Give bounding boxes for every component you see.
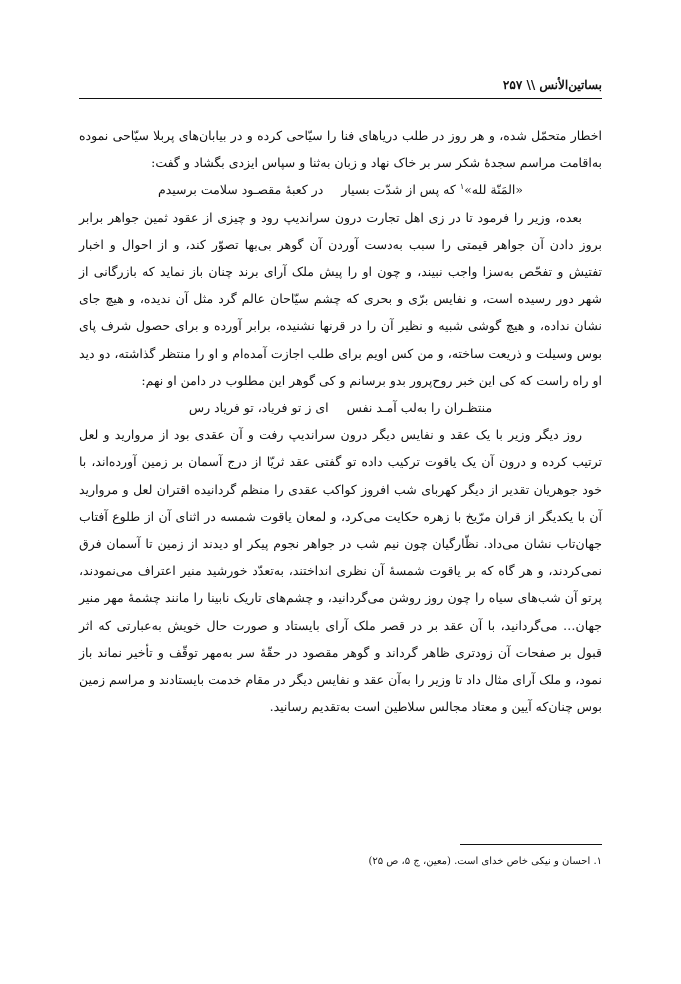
verse-1-hemistich-2: در کعبهٔ مقصـود سلامت برسیدم [157,182,324,198]
verse-2-hemistich-2: ای ز تو فریاد، تو فریاد رس [188,400,329,416]
running-header [79,74,602,99]
paragraph-3: روز دیگر وزیر با یک عقد و نفایس دیگر درون سراندیپ رفت و آن عقدی بود از مروارید و لعل ترتیب کرده و درون آن یک یاقوت ترکیب داده تو گفتی عقد ثریّا از درج آسمان بر زمین آورده‌اند، با خود جوهریان تقدیر از دیگر کهربای شب افروز کواکب عقدی را منظم گردانیده اقتران لعل و مروارید آن با یکدیگر از قران مرّیخ با زهره حکایت می‌کرد، و لمعان یاقوت شمسه در اثنای آن از طلوع آفتاب جهان‌تاب نشان می‌داد. نظّارگیان چون نیم شب در جواهر نجوم پیکر او دیدند از زمین تا آسمان فرق نمی‌کردند، و هر گاه که بر یاقوت شمسهٔ آن نظری انداختند، به‌تعدّد خورشید منیر اعتراف می‌نمودند، پرتو آن شب‌های سیاه را چون روز روشن می‌گردانید، و چشم‌های تاریک نابینا را مانند چشمهٔ مهر منیر جهان… می‌گردانید، با آن عقد بر در قصر ملک آرای بایستاد و صورت حال خویش به‌عبارتی که اثر قبول بر صفحات آن زودتری ظاهر گرداند و گوهر مقصود در حقّهٔ سر به‌مهر توقّف و تأخیر نماند باز نمود، و ملک آرای مثال داد تا وزیر را به‌آن عقد و نفایس دیگر در مقام خدمت بایستادند و مراسم زمین بوس چنان‌که آیین و معتاد مجالس سلاطین است به‌تقدیم رسانید. [79,427,602,715]
footnote-text: ۱. احسان و نیکی خاص خدای است. (معین، ج ۵، ص ۲۵) [368,856,602,867]
footnote-divider [460,844,602,845]
verse-1-hemistich-1: که پس از شدّت بسیار [341,182,456,198]
footnote-marker[interactable]: ۱ [459,182,465,192]
paragraph-2: بعده، وزیر را فرمود تا در زی اهل تجارت درون سراندیپ رود و چیزی از عقود ثمین جواهر برابر بروز دادن آن جواهر قیمتی را سبب به‌دست آوردن آن گوهر بی‌بها تصوّر کند، و از احوال و اخبار تفتیش و تفحّص به‌سزا واجب نبیند، و چون او را پیش ملک آرای برند چنان باز نماید که بازرگانی از شهر دور رسیده است، و نفایس برّی و بحری که چشم سیّاحان عالم گرد مثل آن ندیده، و هیچ جای نشان نداده، و هیچ گوشی شبیه و نظیر آن را در قرنها نشنیده، برابر آورده و برای حصول شرف پای بوس وسیلت و ذریعت ساخته، و من کس اویم برای طلب اجازت آمده‌ام و او را منتظر گذاشته، دو دید او راه راست که کی این خبر روح‌پرور بدو برسانم و کی گوهر این مطلوب در دامن او نهم: [79,209,602,388]
footnote [79,854,602,870]
main-text [79,122,602,720]
verse-2 [79,394,602,421]
verse-2-hemistich-1: منتظـران را به‌لب آمـد نفس [346,400,493,416]
paragraph-1: اخطار متحمّل شده، و هر روز در طلب دریاهای فنا را سیّاحی کرده و در بیابان‌های پربلا سیّاحی نموده به‌اقامت مراسم سجدهٔ شکر سر بر خاک نهاد و زبان به‌ثنا و سپاس ایزدی بگشاد و گفت: [79,128,602,171]
verse-1-opening: «المَنّة لله» [464,182,524,198]
running-title: بساتین‌الأنس \\ ۲۵۷ [502,78,602,92]
verse-1 [79,176,602,203]
